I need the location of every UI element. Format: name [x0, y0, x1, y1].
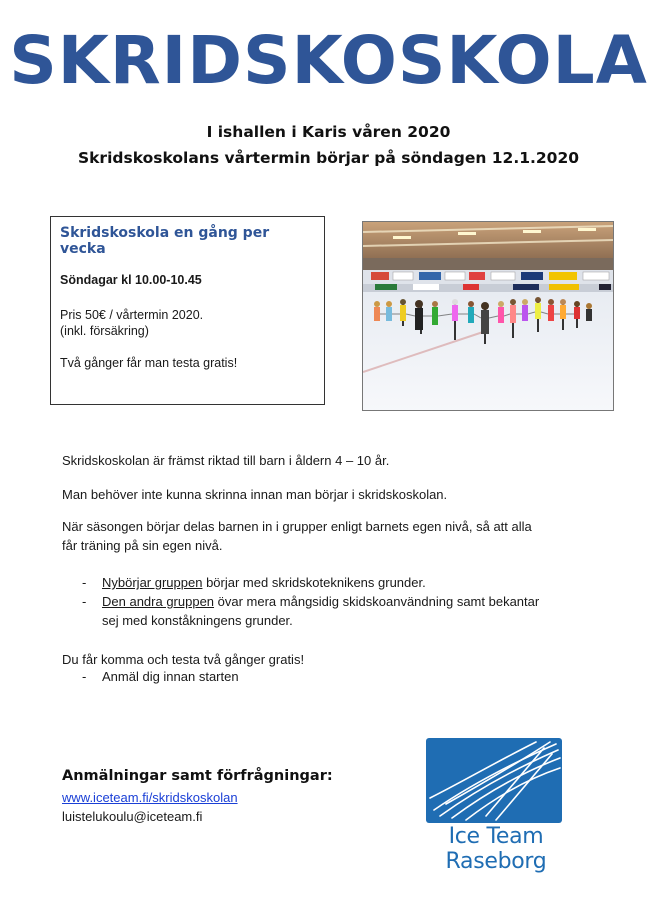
contact-email: luistelukoulu@iceteam.fi: [62, 809, 203, 824]
logo-text: Ice Team Raseborg: [445, 824, 547, 874]
groups-intro: [62, 517, 602, 555]
ice-rink-photo: [362, 221, 614, 411]
age-target-text: Skridskoskolan är främst riktad till barn i åldern 4 – 10 år.: [62, 453, 390, 468]
contact-heading: Anmälningar samt förfrågningar:: [62, 768, 333, 784]
insurance-text: (inkl. försäkring): [60, 324, 149, 338]
schedule-time: Söndagar kl 10.00-10.45: [60, 273, 202, 287]
free-trial-text: Du får komma och testa två gånger gratis!: [62, 652, 305, 667]
ice-team-logo-icon: [426, 738, 562, 823]
list-item: [62, 667, 602, 686]
info-box-heading: Skridskoskola en gång per vecka: [60, 225, 270, 257]
bullet-dash: -: [82, 575, 87, 590]
register-note-text: Anmäl dig innan starten: [102, 669, 239, 684]
ice-team-logo: [396, 738, 596, 874]
bullet-dash: -: [82, 594, 87, 609]
subtitle-start-date: Skridskoskolans vårtermin börjar på söndagen 12.1.2020: [77, 149, 580, 167]
beginner-group-name: Nybörjar gruppen: [102, 575, 203, 590]
groups-list: [62, 573, 602, 630]
second-group-text: övar mera mångsidig skidskoanvändning samt bekantar: [214, 594, 540, 609]
list-item: [62, 592, 602, 630]
subtitle-location: I ishallen i Karis våren 2020: [206, 123, 451, 141]
page-title: SKRIDSKOSKOLA: [9, 22, 648, 99]
info-box: [50, 216, 325, 405]
beginner-group-text: börjar med skridskoteknikens grunder.: [202, 575, 426, 590]
prerequisite-text: Man behöver inte kunna skrinna innan man börjar i skridskoskolan.: [62, 487, 448, 502]
website-link[interactable]: www.iceteam.fi/skridskoskolan: [62, 790, 238, 805]
second-group-text-cont: sej med konståkningens grunder.: [102, 613, 293, 628]
groups-intro-line-1: När säsongen börjar delas barnen in i grupper enligt barnets egen nivå, så att alla: [62, 519, 532, 534]
list-item: [62, 573, 602, 592]
price-text: Pris 50€ / vårtermin 2020.: [60, 308, 204, 322]
register-note: [62, 667, 602, 686]
second-group-name: Den andra gruppen: [102, 594, 215, 609]
bullet-dash: -: [82, 669, 87, 684]
trial-text: Två gånger får man testa gratis!: [60, 356, 238, 370]
groups-intro-line-2: får träning på sin egen nivå.: [62, 538, 223, 553]
